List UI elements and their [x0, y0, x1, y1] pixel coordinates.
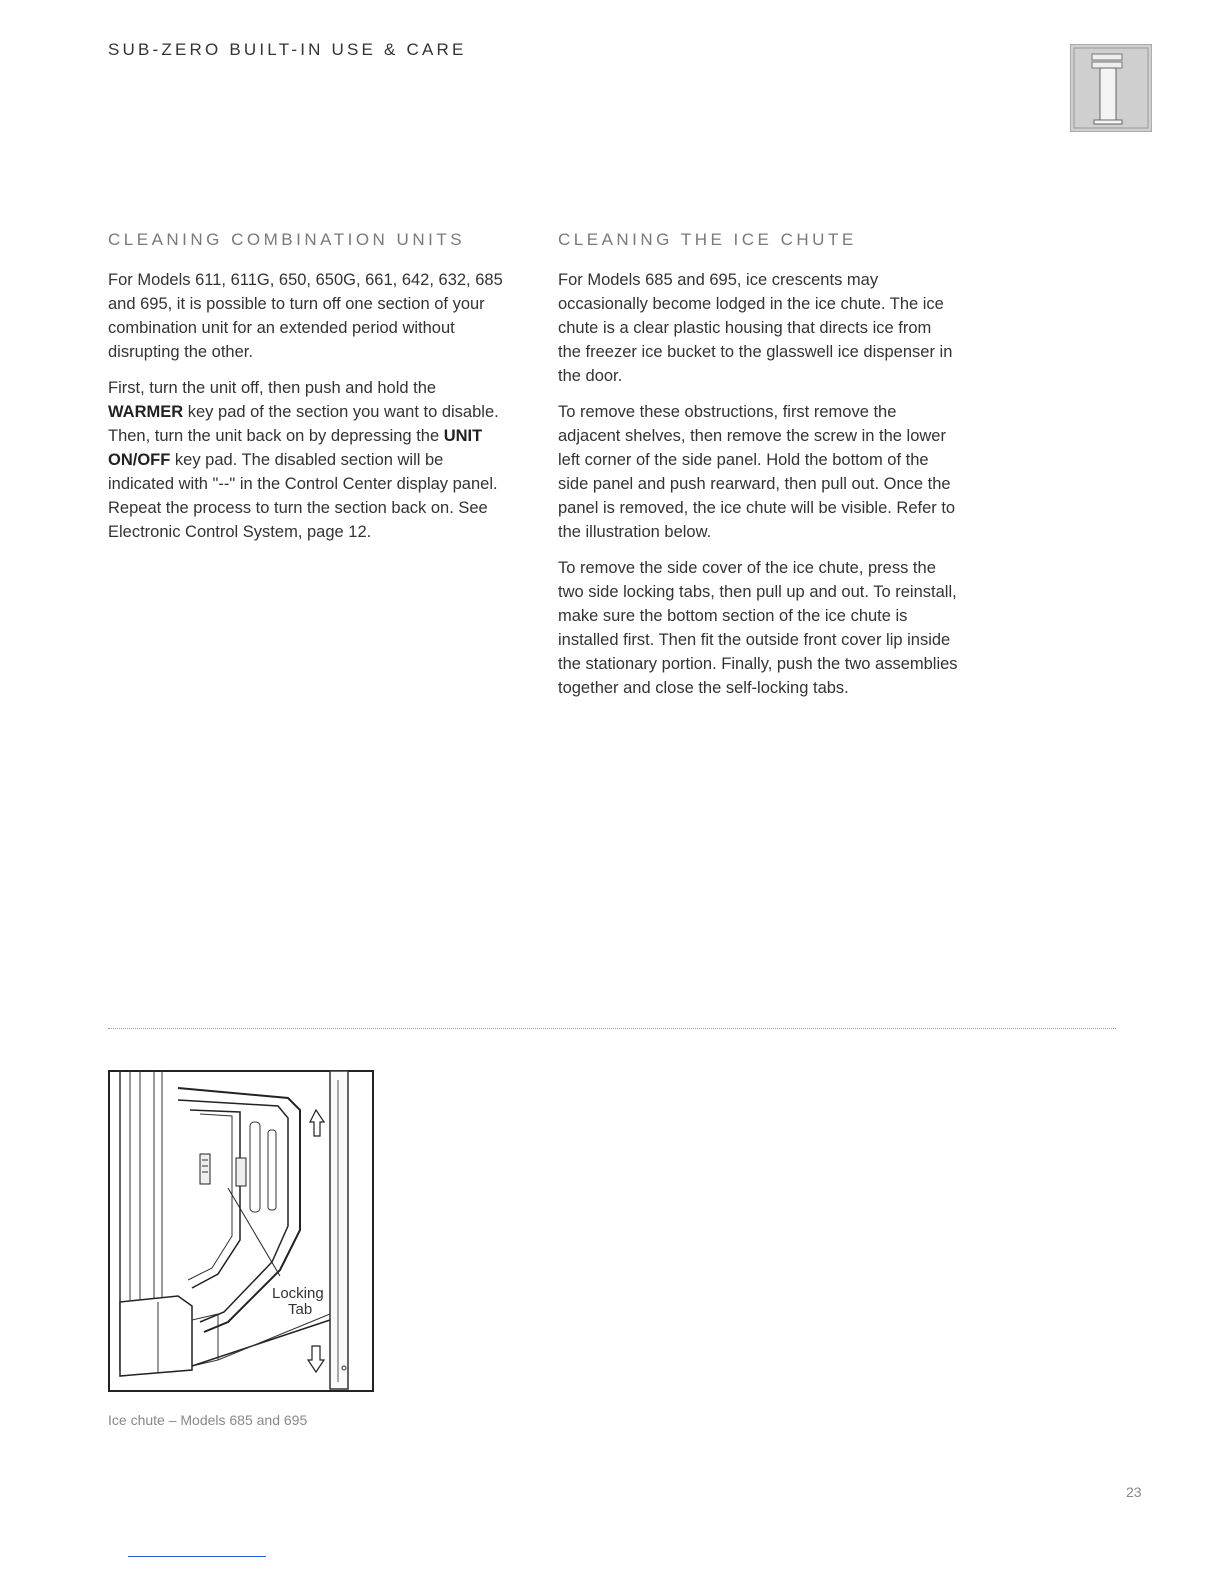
page-number: 23: [1126, 1484, 1142, 1500]
paragraph-text: First, turn the unit off, then push and hold the: [108, 379, 437, 397]
footer-rule: [128, 1556, 266, 1557]
locking-tab-label-line1: Locking: [272, 1285, 324, 1302]
paragraph: [108, 376, 508, 544]
section-heading-ice-chute: CLEANING THE ICE CHUTE: [558, 230, 857, 249]
section-tab-icon: [1070, 44, 1152, 132]
paragraph: To remove the side cover of the ice chute, press the two side locking tabs, then pull up and out. To reinstall, make sure the bottom section of the ice chute is installed first. Then fit the outside front cover lip inside the stationary portion. Finally, push the two assemblies together and close the self-locking tabs.: [558, 559, 958, 697]
figure-caption: Ice chute – Models 685 and 695: [108, 1412, 308, 1428]
warmer-keyword: WARMER: [108, 403, 184, 421]
paragraph-text: key pad. The disabled section will be indicated with "--" in the Control Center display panel. Repeat the process to turn the section back on. See Electronic Control System, page 12.: [108, 451, 498, 541]
header-title: SUB-ZERO BUILT-IN USE & CARE: [108, 40, 467, 59]
paragraph-text: key pad of the section you want to disable. Then, turn the unit back on by depressing the: [108, 403, 499, 445]
section-divider: [108, 1028, 1116, 1029]
paragraph: To remove these obstructions, first remove the adjacent shelves, then remove the screw in the lower left corner of the side panel. Hold the bottom of the side panel and push rearward, then pull out. Once the panel is removed, the ice chute will be visible. Refer to the illustration below.: [558, 403, 956, 541]
locking-tab-label-line2: Tab: [288, 1301, 313, 1318]
ice-chute-illustration: [108, 1070, 374, 1392]
unit-on-off-keyword: UNIT ON/OFF: [108, 427, 483, 469]
right-column: [558, 230, 958, 712]
paragraph: For Models 685 and 695, ice crescents may occasionally become lodged in the ice chute. The ice chute is a clear plastic housing that directs ice from the freezer ice bucket to the glasswell ice dispenser in the door.: [558, 271, 953, 385]
section-heading-combination: CLEANING COMBINATION UNITS: [108, 230, 466, 249]
left-column: [108, 230, 508, 556]
paragraph: For Models 611, 611G, 650, 650G, 661, 642, 632, 685 and 695, it is possible to turn off one section of your combination unit for an extended period without disrupting the other.: [108, 271, 503, 361]
